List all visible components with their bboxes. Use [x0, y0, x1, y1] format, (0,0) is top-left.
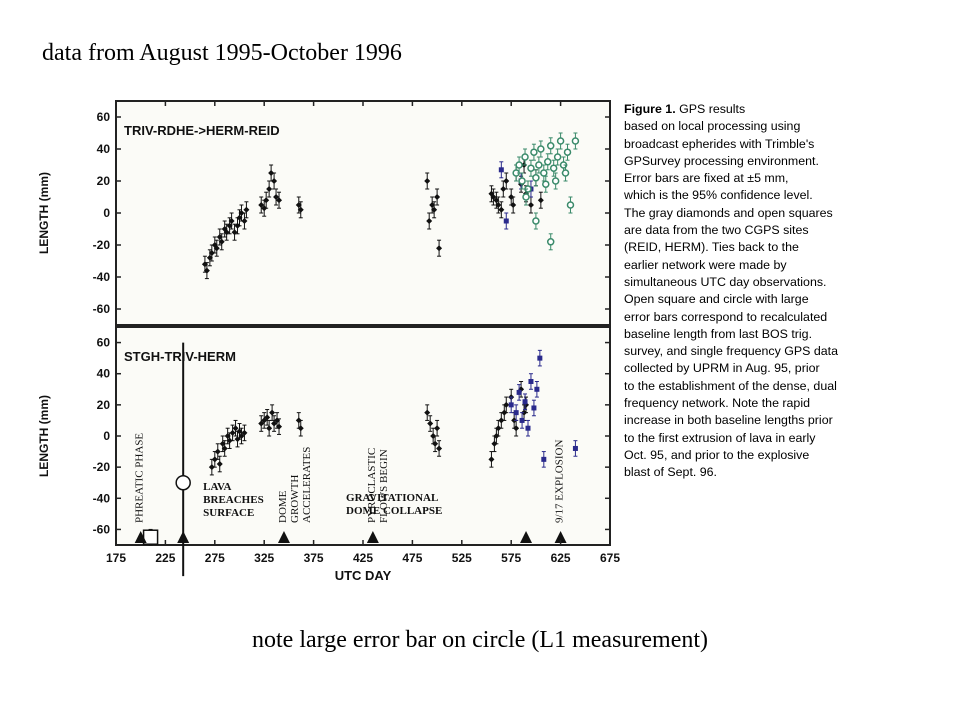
data-point-circle: [519, 178, 525, 184]
x-tick-label: 525: [451, 551, 472, 565]
data-point-square: [509, 402, 514, 407]
y-tick-label: 20: [96, 397, 110, 412]
y-tick-label: 40: [96, 142, 110, 156]
data-point-square: [517, 390, 522, 395]
data-point-circle: [538, 146, 544, 152]
caption-line: broadcast epherides with Trimble's: [624, 136, 815, 151]
x-tick-label: 325: [254, 551, 275, 565]
slide-note: note large error bar on circle (L1 measurement): [252, 627, 708, 653]
caption-line: baseline length from last BOS trig.: [624, 326, 813, 341]
caption-line: GPSurvey processing environment.: [624, 153, 819, 168]
caption-line: frequency network. Note the rapid: [624, 396, 810, 411]
event-label: 9/17 EXPLOSION: [553, 439, 566, 523]
caption-line: The gray diamonds and open squares: [624, 205, 833, 220]
y-tick-label: -40: [92, 270, 110, 284]
data-point-circle: [531, 149, 537, 155]
event-label: PYROCLASTICFLOWS BEGIN: [365, 447, 390, 523]
x-tick-label: 225: [155, 551, 176, 565]
data-point-open-circle: [176, 476, 190, 490]
y-tick-label: -20: [92, 238, 110, 252]
data-point-circle: [555, 154, 561, 160]
event-label: LAVA BREACHES SURFACE: [203, 481, 264, 519]
caption-line: blast of Sept. 96.: [624, 465, 717, 480]
caption-line: which is the 95% confidence level.: [624, 188, 813, 203]
caption-line: Error bars are fixed at ±5 mm,: [624, 171, 789, 186]
y-tick-label: 20: [96, 174, 110, 188]
data-point-circle: [572, 138, 578, 144]
event-label: DOMEGROWTHACCELERATES: [276, 446, 313, 523]
data-point-square: [534, 387, 539, 392]
caption-line: Figure 1. GPS results: [624, 102, 746, 116]
data-point-square: [528, 379, 533, 384]
data-point-circle: [528, 165, 534, 171]
data-point-circle: [536, 162, 542, 168]
y-tick-label: 0: [103, 429, 110, 443]
data-point-circle: [516, 162, 522, 168]
data-point-square: [499, 167, 504, 172]
panel-title: STGH-TRIV-HERM: [124, 349, 236, 364]
figure-caption: [624, 101, 954, 482]
y-tick-label: 60: [96, 110, 110, 124]
y-tick-label: 40: [96, 366, 110, 381]
data-point-circle: [551, 165, 557, 171]
x-axis-label: UTC DAY: [334, 568, 392, 583]
caption-line: earlier network were made by: [624, 257, 787, 272]
x-tick-label: 175: [105, 551, 127, 565]
caption-line: simultaneous UTC day observations.: [624, 274, 827, 289]
data-point-circle: [548, 143, 554, 149]
caption-line: collected by UPRM in Aug. 95, prior: [624, 361, 820, 376]
caption-line: to the first extrusion of lava in early: [624, 430, 816, 445]
data-point-circle: [541, 170, 547, 176]
y-tick-label: 0: [103, 206, 110, 220]
panel-title: TRIV-RDHE->HERM-REID: [124, 123, 280, 138]
plot-background: [116, 101, 610, 545]
data-point-square: [541, 457, 546, 462]
caption-line: Oct. 95, and prior to the explosive: [624, 447, 810, 462]
caption-line: increase in both baseline lengths prior: [624, 413, 833, 428]
y-tick-label: -20: [92, 460, 110, 475]
x-tick-label: 475: [402, 551, 423, 565]
y-axis-label: LENGTH (mm): [37, 395, 51, 477]
x-tick-label: 675: [599, 551, 621, 565]
caption-line: are data from the two CGPS sites: [624, 223, 809, 238]
data-point-square: [525, 426, 530, 431]
caption-line: Open square and circle with large: [624, 292, 809, 307]
data-point-square: [537, 356, 542, 361]
event-label: PHREATIC PHASE: [133, 432, 146, 523]
data-point-circle: [533, 218, 539, 224]
data-point-square: [514, 410, 519, 415]
data-point-circle: [522, 154, 528, 160]
data-point-circle: [548, 239, 554, 245]
event-label: GRAVITATIONAL DOME COLLAPSE: [346, 492, 443, 517]
data-point-square: [573, 446, 578, 451]
y-tick-label: -60: [92, 522, 110, 537]
data-point-circle: [563, 170, 569, 176]
y-axis-label: LENGTH (mm): [37, 172, 51, 254]
data-point-circle: [543, 181, 549, 187]
y-tick-label: -40: [92, 491, 110, 506]
caption-line: error bars correspond to recalculated: [624, 309, 828, 324]
caption-line: based on local processing using: [624, 119, 801, 134]
data-point-circle: [523, 194, 529, 200]
x-tick-label: 575: [501, 551, 522, 565]
x-tick-label: 375: [303, 551, 324, 565]
caption-line: survey, and single frequency GPS data: [624, 344, 838, 359]
data-point-circle: [533, 175, 539, 181]
data-point-square: [504, 219, 509, 224]
x-tick-label: 625: [550, 551, 571, 565]
caption-line: (REID, HERM). Ties back to the: [624, 240, 799, 255]
y-tick-label: -60: [92, 302, 110, 316]
data-point-circle: [567, 202, 573, 208]
data-point-circle: [553, 178, 559, 184]
y-tick-label: 60: [96, 335, 110, 350]
x-tick-label: 275: [204, 551, 225, 565]
data-point-square: [520, 418, 525, 423]
data-point-circle: [545, 159, 551, 165]
data-point-square: [523, 399, 528, 404]
data-point-square: [531, 405, 536, 410]
data-point-circle: [558, 138, 564, 144]
caption-line: to the establishment of the dense, dual: [624, 378, 837, 393]
slide-title: data from August 1995-October 1996: [42, 40, 402, 66]
data-point-circle: [565, 149, 571, 155]
x-tick-label: 425: [352, 551, 374, 565]
